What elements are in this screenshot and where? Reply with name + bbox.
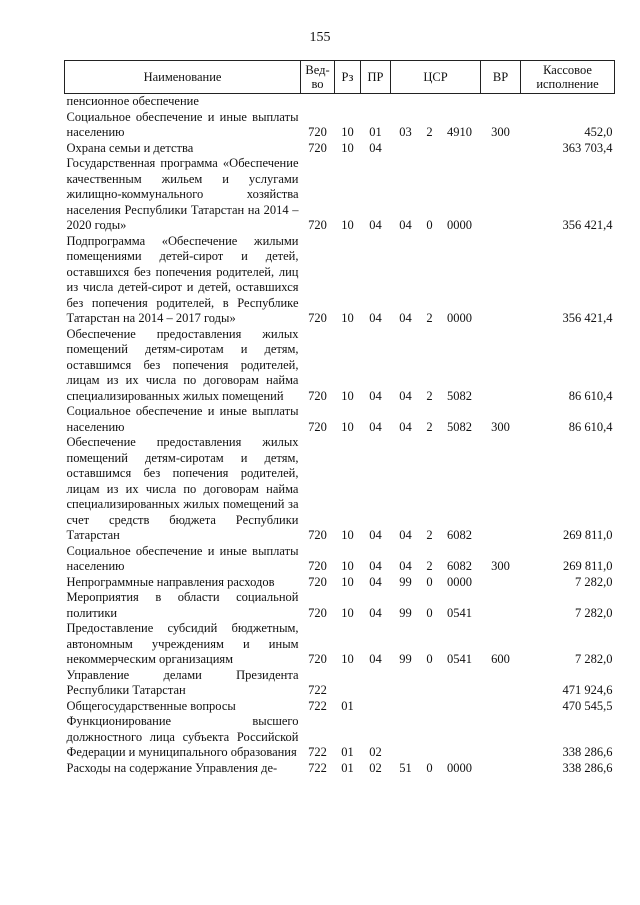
row-vr <box>481 714 521 761</box>
row-name: Непрограммные направления расходов <box>66 574 275 589</box>
row-pr: 04 <box>369 140 382 155</box>
row-rz: 10 <box>341 528 354 542</box>
row-vr: 300 <box>491 125 510 139</box>
row-pr: 04 <box>369 528 382 542</box>
table-row <box>65 156 615 234</box>
row-csr-program: 04 <box>399 419 412 434</box>
row-csr-program: 99 <box>399 652 412 666</box>
row-csr-direction: 0000 <box>447 311 473 325</box>
row-vr: 300 <box>491 419 510 434</box>
row-ved: 720 <box>308 125 327 139</box>
row-pr <box>361 94 391 110</box>
table-row <box>65 141 615 157</box>
row-amount: 7 282,0 <box>575 605 613 620</box>
row-csr-program: 04 <box>399 528 412 542</box>
header-csr: ЦСР <box>391 61 481 94</box>
row-amount: 363 703,4 <box>562 140 613 155</box>
row-csr-program <box>391 141 421 157</box>
table-row <box>65 110 615 141</box>
row-amount: 86 610,4 <box>568 419 613 434</box>
row-csr-subprogram: 2 <box>426 311 433 325</box>
row-ved: 720 <box>308 528 327 542</box>
row-amount: 470 545,5 <box>562 698 613 713</box>
row-vr <box>481 590 521 621</box>
header-rz: Рз <box>335 61 361 94</box>
row-amount: 338 286,6 <box>562 745 613 759</box>
row-ved: 720 <box>308 140 327 155</box>
row-vr <box>481 761 521 777</box>
row-pr: 04 <box>369 311 382 325</box>
row-rz: 10 <box>341 605 354 620</box>
row-pr: 04 <box>369 652 382 666</box>
table-header <box>65 61 615 94</box>
row-name: Общегосударственные вопросы <box>66 698 236 713</box>
row-csr-direction <box>439 94 481 110</box>
row-amount: 269 811,0 <box>562 528 613 542</box>
row-name: пенсионное обеспечение <box>66 94 199 108</box>
row-csr-direction: 5082 <box>447 388 473 403</box>
row-csr-program: 99 <box>399 605 412 620</box>
row-rz <box>335 668 361 699</box>
row-amount: 356 421,4 <box>562 218 613 232</box>
row-csr-direction: 0541 <box>447 652 473 666</box>
row-pr: 04 <box>369 218 382 232</box>
row-vr <box>481 94 521 110</box>
row-pr: 04 <box>369 419 382 434</box>
row-csr-direction: 0000 <box>447 218 473 232</box>
row-name: Охрана семьи и детства <box>66 140 194 155</box>
row-csr-subprogram: 0 <box>426 652 433 666</box>
row-csr-subprogram: 2 <box>426 559 433 573</box>
row-amount: 338 286,6 <box>562 760 613 775</box>
row-csr-direction <box>439 141 481 157</box>
budget-table <box>64 60 615 776</box>
row-vr: 600 <box>491 652 510 666</box>
row-rz: 10 <box>341 311 354 325</box>
row-name: Социальное обеспечение и иные выплаты населению <box>66 404 299 434</box>
row-csr-direction: 6082 <box>447 559 473 573</box>
row-amount: 471 924,6 <box>562 683 613 697</box>
row-amount: 356 421,4 <box>562 311 613 325</box>
table-row <box>65 435 615 544</box>
table-row <box>65 699 615 715</box>
row-csr-subprogram: 0 <box>426 605 433 620</box>
table-body <box>65 94 615 777</box>
row-rz: 01 <box>341 698 354 713</box>
table-row <box>65 668 615 699</box>
row-csr-direction <box>439 668 481 699</box>
row-csr-program: 51 <box>399 760 412 775</box>
row-csr-direction <box>439 714 481 761</box>
row-csr-program <box>391 668 421 699</box>
row-csr-program: 03 <box>399 125 412 139</box>
row-rz: 10 <box>341 125 354 139</box>
row-csr-subprogram: 2 <box>426 125 433 139</box>
page-number: 155 <box>309 30 331 45</box>
table-row <box>65 621 615 668</box>
row-name: Предоставление субсидий бюджетным, автономным учреждениям и иным некоммерческим организациям <box>66 621 299 666</box>
row-ved: 720 <box>308 419 327 434</box>
row-csr-program <box>391 699 421 715</box>
row-pr: 04 <box>369 388 382 403</box>
row-csr-subprogram <box>421 668 439 699</box>
row-csr-direction: 4910 <box>447 125 473 139</box>
row-rz: 10 <box>341 652 354 666</box>
row-csr-subprogram <box>421 94 439 110</box>
row-ved: 720 <box>308 605 327 620</box>
row-csr-subprogram: 0 <box>426 760 433 775</box>
row-pr <box>361 699 391 715</box>
table-row <box>65 404 615 435</box>
row-ved: 722 <box>308 683 327 697</box>
row-amount: 7 282,0 <box>575 574 613 589</box>
table-row <box>65 94 615 110</box>
row-csr-program: 04 <box>399 559 412 573</box>
header-pr: ПР <box>361 61 391 94</box>
row-ved: 720 <box>308 218 327 232</box>
row-rz: 10 <box>341 419 354 434</box>
row-csr-subprogram <box>421 699 439 715</box>
row-csr-program: 99 <box>399 574 412 589</box>
row-vr <box>481 668 521 699</box>
header-ved: Вед- во <box>301 61 335 94</box>
table-row <box>65 544 615 575</box>
row-pr: 01 <box>369 125 382 139</box>
table-row <box>65 575 615 591</box>
row-amount: 86 610,4 <box>568 388 613 403</box>
row-pr: 02 <box>369 745 382 759</box>
row-ved: 720 <box>308 652 327 666</box>
row-vr <box>481 575 521 591</box>
row-ved <box>301 94 335 110</box>
row-pr: 04 <box>369 559 382 573</box>
row-ved: 720 <box>308 388 327 403</box>
row-csr-program <box>391 94 421 110</box>
row-vr <box>481 156 521 234</box>
row-csr-subprogram: 0 <box>426 574 433 589</box>
row-vr <box>481 234 521 327</box>
row-csr-subprogram <box>421 714 439 761</box>
row-csr-subprogram <box>421 141 439 157</box>
row-ved: 722 <box>308 698 327 713</box>
row-amount: 269 811,0 <box>562 559 613 573</box>
header-vr: ВР <box>481 61 521 94</box>
header-name: Наименование <box>65 61 301 94</box>
header-amount: Кассовое исполнение <box>521 61 615 94</box>
row-csr-subprogram: 2 <box>426 419 433 434</box>
row-ved: 722 <box>308 745 327 759</box>
row-rz: 10 <box>341 140 354 155</box>
table-row <box>65 761 615 777</box>
row-pr: 02 <box>369 760 382 775</box>
row-rz: 01 <box>341 745 354 759</box>
row-name: Обеспечение предоставления жилых помещений детям-сиротам и детям, оставшимся без попечения родителей, лицам из их числа по договорам найма специализированных жилых помещений за счет средств бюджета Республики Татарстан <box>66 435 299 542</box>
row-pr: 04 <box>369 574 382 589</box>
row-name: Социальное обеспечение и иные выплаты населению <box>66 109 299 139</box>
row-name: Подпрограмма «Обеспечение жилыми помещениями детей-сирот и детей, оставшихся без попечения родителей, лиц из числа детей-сирот и детей, оставшихся без попечения родителей, в Республике Татарстан на 2014 – 2017 годы» <box>66 233 299 325</box>
row-csr-subprogram: 0 <box>426 218 433 232</box>
row-csr-subprogram: 2 <box>426 388 433 403</box>
row-csr-direction: 0000 <box>447 760 473 775</box>
table-row <box>65 590 615 621</box>
row-name: Социальное обеспечение и иные выплаты населению <box>66 543 299 573</box>
row-ved: 720 <box>308 311 327 325</box>
row-name: Мероприятия в области социальной политики <box>66 590 299 620</box>
row-ved: 720 <box>308 559 327 573</box>
row-rz: 10 <box>341 574 354 589</box>
row-pr <box>361 668 391 699</box>
row-amount: 452,0 <box>584 125 613 139</box>
row-csr-program: 04 <box>399 388 412 403</box>
row-csr-program: 04 <box>399 218 412 232</box>
row-ved: 722 <box>308 760 327 775</box>
table-row <box>65 234 615 327</box>
row-rz: 10 <box>341 559 354 573</box>
row-name: Расходы на содержание Управления де- <box>66 760 278 775</box>
row-csr-program <box>391 714 421 761</box>
row-pr: 04 <box>369 605 382 620</box>
row-csr-direction: 0000 <box>447 574 473 589</box>
row-csr-direction <box>439 699 481 715</box>
row-name: Функционирование высшего должностного лица субъекта Российской Федерации и муниципального образования <box>66 714 299 759</box>
row-rz <box>335 94 361 110</box>
row-vr <box>481 141 521 157</box>
table-row <box>65 714 615 761</box>
row-vr: 300 <box>491 559 510 573</box>
row-ved: 720 <box>308 574 327 589</box>
row-csr-program: 04 <box>399 311 412 325</box>
table-row <box>65 327 615 405</box>
row-csr-subprogram: 2 <box>426 528 433 542</box>
row-amount: 7 282,0 <box>575 652 613 666</box>
row-name: Обеспечение предоставления жилых помещений детям-сиротам и детям, оставшимся без попечения родителей, лицам из их числа по договорам найма специализированных жилых помещений <box>66 326 299 403</box>
row-csr-direction: 0541 <box>447 605 473 620</box>
row-amount <box>521 94 615 110</box>
row-rz: 10 <box>341 218 354 232</box>
row-name: Управление делами Президента Республики Татарстан <box>66 667 299 697</box>
row-rz: 01 <box>341 760 354 775</box>
row-vr <box>481 435 521 544</box>
row-vr <box>481 699 521 715</box>
row-csr-direction: 5082 <box>447 419 473 434</box>
row-name: Государственная программа «Обеспечение качественным жильем и услугами жилищно-коммунального хозяйства населения Республики Татарстан на 2014 – 2020 годы» <box>66 156 299 232</box>
row-csr-direction: 6082 <box>447 528 473 542</box>
row-vr <box>481 327 521 405</box>
row-rz: 10 <box>341 388 354 403</box>
